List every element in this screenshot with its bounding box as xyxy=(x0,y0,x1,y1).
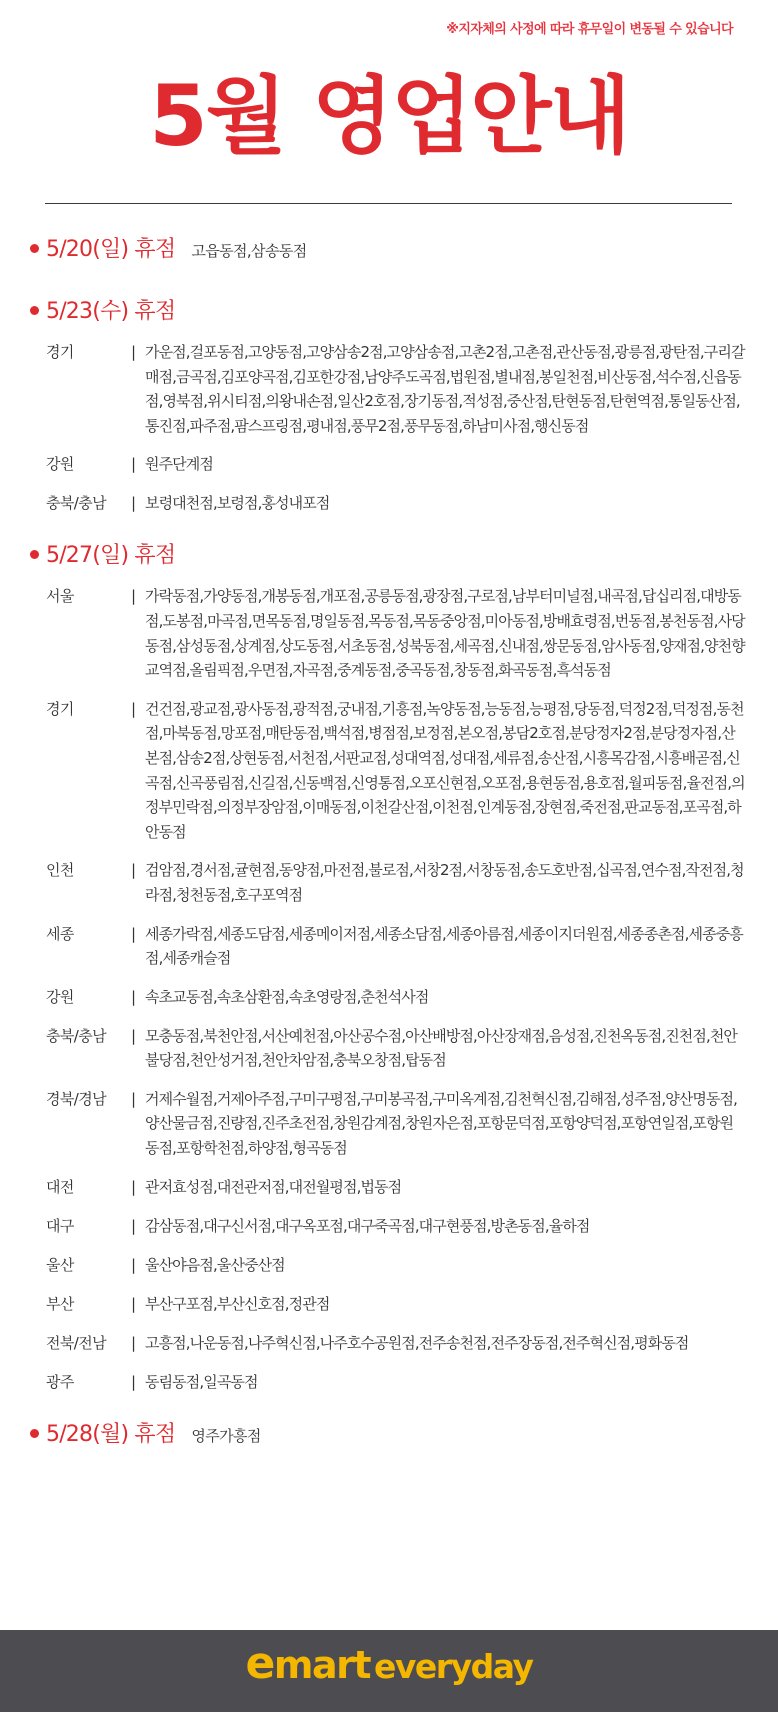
region-stores: 모충동점,북천안점,서산예천점,아산공수점,아산배방점,아산장재점,음성점,진천옥동점,진천점,천안불당점,천안성거점,천안차암점,충북오창점,탑동점 xyxy=(145,1026,738,1070)
region-stores: 보령대천점,보령점,홍성내포점 xyxy=(145,494,330,513)
region-stores: 가운점,걸포동점,고양동점,고양삼송2점,고양삼송점,고촌2점,고촌점,관산동점,광릉점,광탄점,구리갈매점,금곡점,김포양곡점,김포한강점,남양주도곡점,법원점,별내점,봉일천점,비산동점,석수점,신읍동점,영북점,위시티점,의왕내손점,일산2호점,장기동점,적성점,중산점,탄현동점,탄현역점,통일동산점,통진점,파주점,팜스프링점,평내점,풍무2점,풍무동점,하남미사점,행신동점 xyxy=(145,343,745,435)
region-name: 대전 xyxy=(46,1177,74,1196)
region-row xyxy=(30,340,760,438)
region-stores: 원주단계점 xyxy=(145,455,213,474)
separator: | xyxy=(131,1216,137,1235)
bullet-icon xyxy=(30,244,39,253)
closure-section xyxy=(30,1413,760,1457)
region-stores: 관저효성점,대전관저점,대전월평점,법동점 xyxy=(145,1177,402,1196)
region-row xyxy=(30,1214,760,1239)
region-stores: 고흥점,나운동점,나주혁신점,나주호수공원점,전주송천점,전주장동점,전주혁신점,평화동점 xyxy=(145,1333,689,1352)
region-row xyxy=(30,452,760,477)
section-header xyxy=(30,228,760,272)
separator: | xyxy=(131,1294,137,1313)
separator: | xyxy=(131,861,137,880)
region-stores: 세종가락점,세종도담점,세종메이저점,세종소담점,세종아름점,세종이지더원점,세종종촌점,세종중흥점,세종캐슬점 xyxy=(145,924,743,968)
region-stores: 검암점,경서점,귤현점,동양점,마전점,불로점,서창2점,서창동점,송도호반점,십곡점,연수점,작전점,청라점,청천동점,호구포역점 xyxy=(145,861,744,904)
region-name: 광주 xyxy=(46,1372,74,1391)
region-row xyxy=(30,858,760,907)
region-row xyxy=(30,1292,760,1317)
closure-section xyxy=(30,290,760,516)
region-name: 서울 xyxy=(46,587,74,606)
section-title: 5/20(일) 휴점 xyxy=(46,237,176,262)
region-stores: 부산구포점,부산신호점,정관점 xyxy=(145,1294,330,1313)
separator: | xyxy=(131,1372,137,1391)
section-stores: 영주가흥점 xyxy=(191,1426,261,1445)
separator: | xyxy=(131,1177,137,1196)
region-stores: 거제수월점,거제아주점,구미구평점,구미봉곡점,구미옥계점,김천혁신점,김해점,성주점,양산명동점,양산물금점,진량점,진주초전점,창원감계점,창원자은점,포항문덕점,포항양덕점,포항연일점,포항원동점,포항학천점,하양점,형곡동점 xyxy=(145,1089,738,1158)
bullet-icon xyxy=(30,306,39,315)
separator: | xyxy=(131,1255,137,1274)
region-row xyxy=(30,491,760,516)
region-row xyxy=(30,1087,760,1161)
divider xyxy=(45,203,732,204)
region-name: 강원 xyxy=(46,987,74,1006)
separator: | xyxy=(131,699,137,718)
bullet-icon xyxy=(30,1429,39,1438)
section-header xyxy=(30,1413,760,1457)
region-row xyxy=(30,584,760,682)
region-name: 부산 xyxy=(46,1294,74,1313)
section-header xyxy=(30,534,760,578)
logo-everyday: everyday xyxy=(374,1647,533,1686)
notice-text: ※지자체의 사정에 따라 휴무일이 변동될 수 있습니다 xyxy=(446,22,733,37)
logo-mart: mart xyxy=(273,1643,371,1687)
region-row xyxy=(30,1331,760,1356)
region-stores: 울산야음점,울산중산점 xyxy=(145,1255,285,1274)
section-stores: 고읍동점,삼송동점 xyxy=(191,242,307,260)
schedule-content xyxy=(30,228,760,1475)
logo-e: e xyxy=(245,1638,274,1689)
section-header xyxy=(30,290,760,334)
region-name: 전북/전남 xyxy=(46,1333,107,1352)
separator: | xyxy=(131,494,137,513)
region-row xyxy=(30,1175,760,1200)
region-stores: 동림동점,일곡동점 xyxy=(145,1372,258,1391)
bullet-icon xyxy=(30,550,39,559)
section-title: 5/23(수) 휴점 xyxy=(46,299,176,324)
region-name: 경기 xyxy=(46,699,74,718)
page-title: 5월 영업안내 xyxy=(149,67,629,165)
region-row xyxy=(30,697,760,845)
closure-section xyxy=(30,228,760,272)
closure-section xyxy=(30,534,760,1394)
region-stores: 속초교동점,속초삼환점,속초영랑점,춘천석사점 xyxy=(145,987,429,1006)
separator: | xyxy=(131,587,137,606)
separator: | xyxy=(131,924,137,943)
region-row xyxy=(30,1370,760,1395)
separator: | xyxy=(131,987,137,1006)
region-name: 세종 xyxy=(46,924,74,943)
footer xyxy=(0,1630,778,1712)
region-name: 강원 xyxy=(46,455,74,474)
region-stores: 가락동점,가양동점,개봉동점,개포점,공릉동점,광장점,구로점,남부터미널점,내곡점,답십리점,대방동점,도봉점,마곡점,면목동점,명일동점,목동점,목동중앙점,미아동점,방배효령점,번동점,봉천동점,사당동점,삼성동점,상계점,상도동점,서초동점,성북동점,세곡점,신내점,쌍문동점,암사동점,양재점,양천향교역점,올림픽점,우면점,자곡점,중계동점,중곡동점,창동점,화곡동점,흑석동점 xyxy=(145,587,745,680)
separator: | xyxy=(131,343,137,361)
region-name: 충북/충남 xyxy=(46,494,107,513)
section-title: 5/28(월) 휴점 xyxy=(46,1421,176,1447)
separator: | xyxy=(131,1026,137,1045)
region-name: 울산 xyxy=(46,1255,74,1274)
region-row xyxy=(30,1024,760,1073)
region-name: 대구 xyxy=(46,1216,74,1235)
region-name: 경북/경남 xyxy=(46,1089,107,1108)
separator: | xyxy=(131,1333,137,1352)
region-name: 인천 xyxy=(46,861,74,880)
region-row xyxy=(30,922,760,971)
region-name: 충북/충남 xyxy=(46,1026,107,1045)
region-name: 경기 xyxy=(46,343,74,361)
separator: | xyxy=(131,455,137,474)
emart-everyday-logo xyxy=(0,1638,778,1689)
region-row xyxy=(30,985,760,1010)
section-title: 5/27(일) 휴점 xyxy=(46,543,176,569)
region-stores: 감삼동점,대구신서점,대구옥포점,대구죽곡점,대구현풍점,방촌동점,율하점 xyxy=(145,1216,590,1235)
region-stores: 건건점,광교점,광사동점,광적점,궁내점,기흥점,녹양동점,능동점,능평점,당동점,덕정2점,덕정점,동천점,마북동점,망포점,매탄동점,백석점,병점점,보정점,본오점,봉담2호점,분당정자2점,분당정자점,산본점,삼송2점,상현동점,서천점,서판교점,성대역점,성대점,세류점,송산점,시흥목감점,시흥배곧점,신곡점,신곡풍림점,신길점,신동백점,신영통점,오포신현점,오포점,용현동점,용호점,월피동점,율전점,의정부민락점,의정부장암점,이매동점,이천갈산점,이천점,인계동점,장현점,죽전점,판교동점,포곡점,하안동점 xyxy=(145,699,745,841)
separator: | xyxy=(131,1089,137,1108)
region-row xyxy=(30,1253,760,1278)
